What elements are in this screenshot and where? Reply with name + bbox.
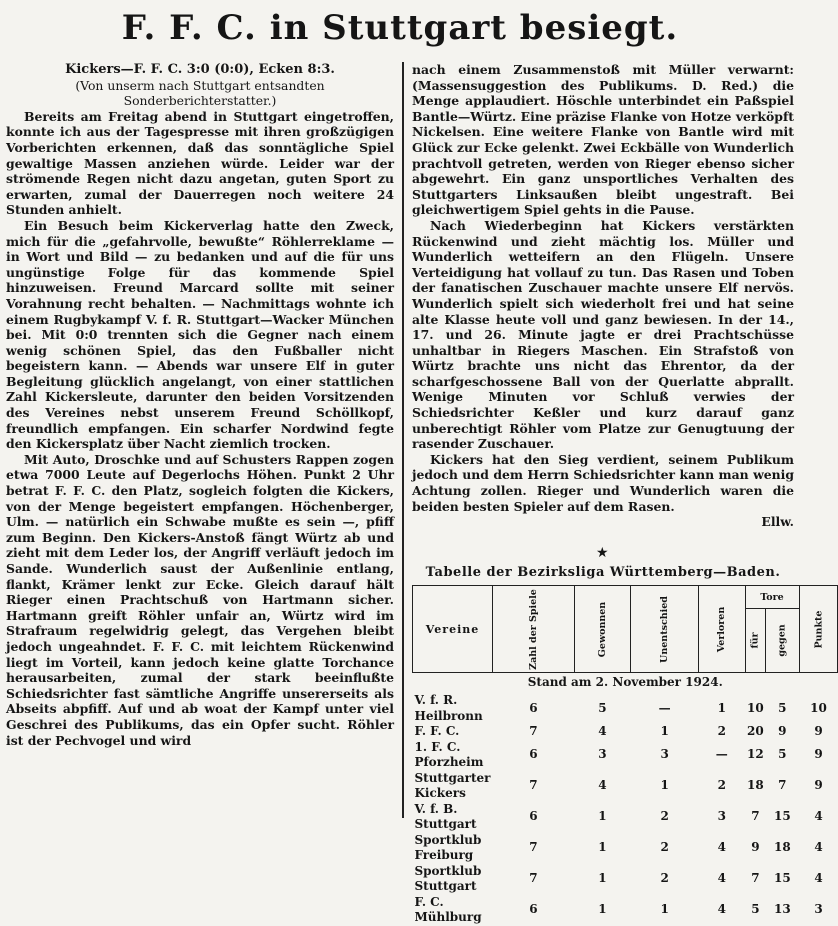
header-vereine: Vereine [413,586,493,673]
article-paragraph: nach einem Zusammenstoß mit Müller verwarnt: (Massensuggestion des Publikums. D. Red.) die Menge applaudiert. Höschle unterbindet ein Paßspiel Bantle—Würtz. Eine präzise Flanke von Hotze verköpft Nickelsen. Eine weitere Flanke von Bantle wird mit Glück zur Ecke gelenkt. Zwei Eckbälle von Wunderlich prachtvoll getreten, werden von Rieger ebenso sicher abgewehrt. Ein ganz unsportliches Verhalten des Stuttgarters Linksaußen bleibt ungestraft. Bei gleichwertigem Spiel gehts in die Pause. [412,62,794,218]
table-row: 1. F. C. Pforzheim 6 3 3 — 12 5 9 [414,739,823,769]
header-spiele: Zahl der Spiele [493,586,575,673]
table-title: Tabelle der Bezirksliga Württemberg—Baden. [425,565,781,580]
right-column [412,62,794,530]
table-stand-date: Stand am 2. November 1924. [527,675,723,690]
header-verloren: Verloren [699,586,745,673]
table-row: V. f. R. Heilbronn 6 5 — 1 10 5 10 [414,693,827,723]
header-fuer: für [745,609,766,673]
left-column [6,62,394,748]
header-gegen: gegen [766,609,799,673]
article-paragraph: Bereits am Freitag abend in Stuttgart eingetroffen, konnte ich aus der Tagespresse mit ihren großzügigen Vorberichten erkennen, daß das sonntägliche Spiel gewaltige Massen anziehen würde. Leider war der strömende Regen nicht dazu angetan, guten Sport zu erwarten, zumal der Dauerregen noch weitere 24 Stunden anhielt. [6,108,394,218]
league-table [412,585,838,926]
match-result-line: Kickers—F. F. C. 3:0 (0:0), Ecken 8:3. [65,62,335,77]
article-paragraph: Mit Auto, Droschke und auf Schusters Rappen zogen etwa 7000 Leute auf Degerlochs Höhen. Punkt 2 Uhr betrat F. F. C. den Platz, sogleich folgten die Kickers, von der Menge begeistert empfangen. Höchenberger, Ulm. — natürlich ein Schwabe mußte es sein —, pfiff zum Beginn. Den Kickers-Anstoß fängt Würtz ab und zieht mit dem Leder los, der Angriff verläuft jedoch im Sande. Wunderlich saust der Außenlinie entlang, flankt, Krämer lenkt zur Ecke. Gleich darauf hält Rieger einen Prachtschuß von Hartmann sicher. Hartmann greift Röhler unfair an, Würtz wird im Strafraum regelwidrig gelegt, das Vergehen bleibt jedoch ungeahndet. F. F. C. mit leichtem Rückenwind liegt im Vorteil, kann jedoch keine glatte Torchance herausarbeiten, zumal der stark beeinflußte Schiedsrichter fast sämtliche Angriffe unsererseits als Abseits abpfiff. Auf und ab woat der Kampf unter viel Geschrei des Publikums, das ein Opfer sucht. Röhler ist der Pechvogel und wird [6,451,394,748]
table-row: F. C. Mühlburg 6 1 1 4 5 13 3 [414,894,823,924]
table-row: V. f. B. Stuttgart 6 1 2 3 7 15 4 [414,801,823,831]
table-row: F. F. C. 7 4 1 2 20 9 9 [414,724,823,738]
headline: F. F. C. in Stuttgart besiegt. [121,8,679,48]
table-row: Stuttgarter Kickers 7 4 1 2 18 7 9 [414,770,823,800]
header-unentschieden: Unentschied [631,586,699,673]
header-punkte: Punkte [799,586,838,673]
header-gewonnen: Gewonnen [574,586,630,673]
article-paragraph: Ein Besuch beim Kickerverlag hatte den Zweck, mich für die „gefahrvolle, bewußte“ Röhlerreklame — in Wort und Bild — zu bedanken und auf die für uns ungünstige Folge für das kommende Spiel hinzuweisen. Freund Marcard sollte mit seiner Vorahnung recht behalten. — Nachmittags wohnte ich einem Rugbykampf V. f. R. Stuttgart—Wacker München bei. Mit 0:0 trennten sich die Gegner nach einem wenig schönen Spiel, das den Fußballer nicht begeistern kann. — Abends war unsere Elf in guter Begleitung glücklich angelangt, von einer stattlichen Zahl Kickersleute, darunter den beiden Vorsitzenden des Vereines nebst unserem Freund Schöllkopf, freundlich empfangen. Ein scharfer Nordwind fegte den Kickersplatz über Nacht ziemlich trocken. [6,217,394,452]
article-paragraph: Kickers hat den Sieg verdient, seinem Publikum jedoch und dem Herrn Schiedsrichter kann man wenig Achtung zollen. Rieger und Wunderlich waren die beiden besten Spieler auf dem Rasen. [412,451,794,514]
header-tore: Tore [745,586,799,609]
table-row: Sportklub Freiburg 7 1 2 4 9 18 4 [414,832,823,862]
column-divider [402,62,404,818]
star-separator-icon: ★ [596,545,609,561]
article-paragraph: Nach Wiederbeginn hat Kickers verstärkten Rückenwind und zieht mächtig los. Müller und Wunderlich wetteifern an den Flügeln. Unsere Verteidigung hat vollauf zu tun. Das Rasen und Toben der fanatischen Zuschauer machte unsere Elf nervös. Wunderlich spielt sich wiederholt frei und hat seine alte Klasse heute voll und ganz bewiesen. In der 14., 17. und 26. Minute jagte er drei Prachtschüsse unhaltbar in Riegers Maschen. Ein Strafstoß von Würtz brachte uns nicht das Ehrentor, da der scharfgeschossene Ball von der Querlatte abprallt. Wenige Minuten vor Schluß verwies der Schiedsrichter Keßler und kurz darauf ganz unberechtigt Röhler vom Platze zur Genugtuung der rasender Zuschauer. [412,217,794,452]
byline: (Von unserm nach Stuttgart entsandten Sonderberichterstatter.) [75,77,325,109]
signature: Ellw. [761,514,794,530]
table-row: Sportklub Stuttgart 7 1 2 4 7 15 4 [414,863,823,893]
